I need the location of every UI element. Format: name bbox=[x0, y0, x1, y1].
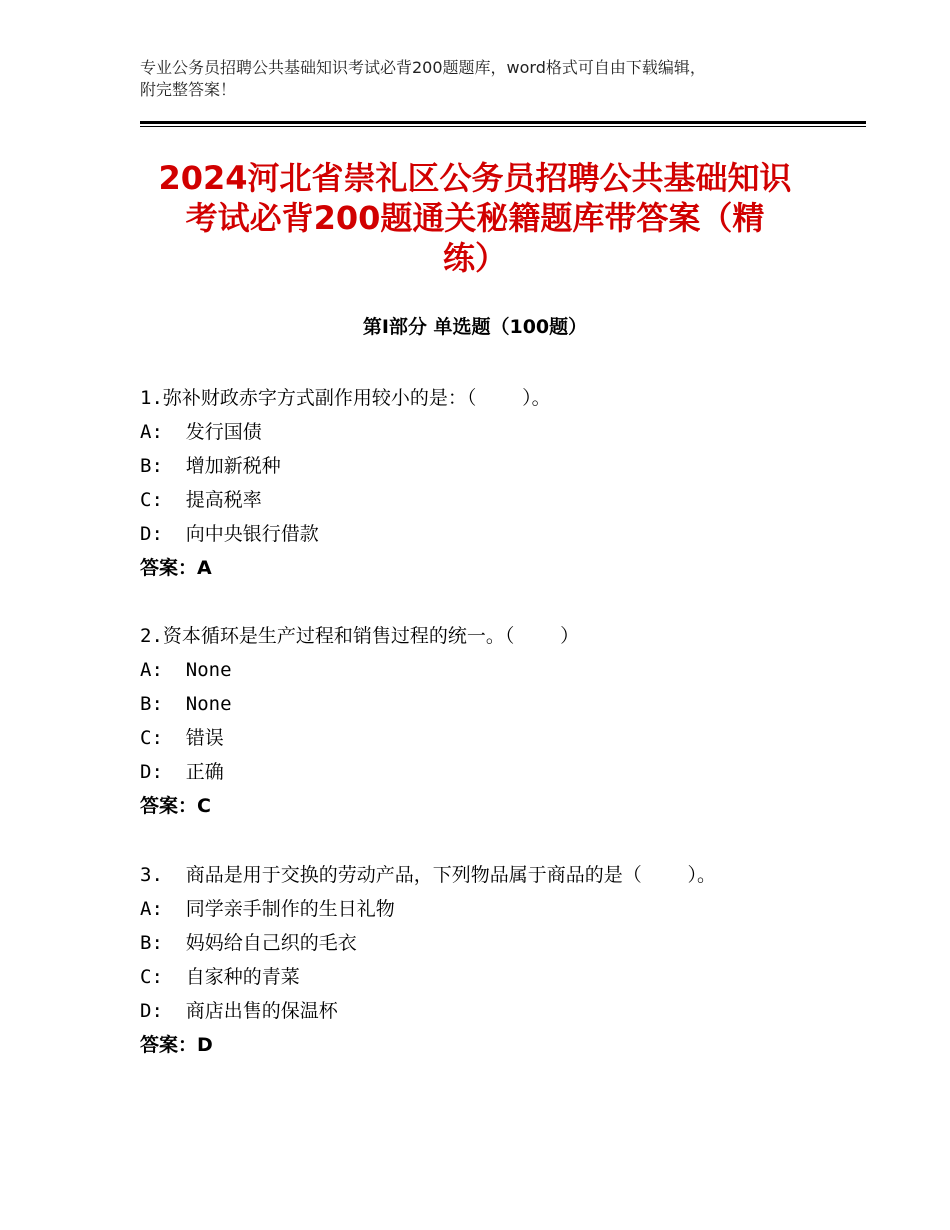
question-3-answer: 答案：D bbox=[140, 1034, 213, 1056]
question-2-answer: 答案：C bbox=[140, 795, 211, 817]
question-1-answer: 答案：A bbox=[140, 557, 212, 579]
section-heading: 第Ⅰ部分 单选题（100题） bbox=[362, 316, 588, 338]
question-1-option-d: D: 向中央银行借款 bbox=[140, 523, 319, 545]
header-note bbox=[140, 57, 840, 101]
question-2-option-c: C: 错误 bbox=[140, 727, 224, 749]
question-1-option-c: C: 提高税率 bbox=[140, 489, 262, 511]
question-1 bbox=[140, 384, 840, 588]
header-divider-thick bbox=[140, 121, 866, 124]
question-1-option-b: B: 增加新税种 bbox=[140, 455, 281, 477]
question-3-stem: 3. 商品是用于交换的劳动产品，下列物品属于商品的是（ ）。 bbox=[140, 864, 717, 886]
header-note-line-2: 附完整答案！ bbox=[140, 80, 237, 99]
document-title-line-3: 练） bbox=[442, 239, 507, 277]
header-divider-thin bbox=[140, 126, 866, 127]
question-1-option-a: A: 发行国债 bbox=[140, 421, 262, 443]
document-title bbox=[140, 158, 810, 278]
document-title-line-1: 2024河北省崇礼区公务员招聘公共基础知识 bbox=[158, 159, 792, 197]
question-2-option-b: B: None bbox=[140, 693, 232, 715]
question-1-stem: 1.弥补财政赤字方式副作用较小的是：（ ）。 bbox=[140, 387, 551, 409]
question-3 bbox=[140, 861, 840, 1065]
question-3-option-a: A: 同学亲手制作的生日礼物 bbox=[140, 898, 395, 920]
question-3-option-b: B: 妈妈给自己织的毛衣 bbox=[140, 932, 357, 954]
question-3-option-d: D: 商店出售的保温杯 bbox=[140, 1000, 338, 1022]
question-2-option-a: A: None bbox=[140, 659, 232, 681]
question-3-option-c: C: 自家种的青菜 bbox=[140, 966, 300, 988]
question-2 bbox=[140, 622, 840, 826]
document-title-line-2: 考试必背200题通关秘籍题库带答案（精 bbox=[185, 199, 765, 237]
header-note-line-1: 专业公务员招聘公共基础知识考试必背200题题库，word格式可自由下载编辑， bbox=[140, 58, 706, 77]
question-2-option-d: D: 正确 bbox=[140, 761, 224, 783]
question-2-stem: 2.资本循环是生产过程和销售过程的统一。（ ） bbox=[140, 625, 580, 647]
